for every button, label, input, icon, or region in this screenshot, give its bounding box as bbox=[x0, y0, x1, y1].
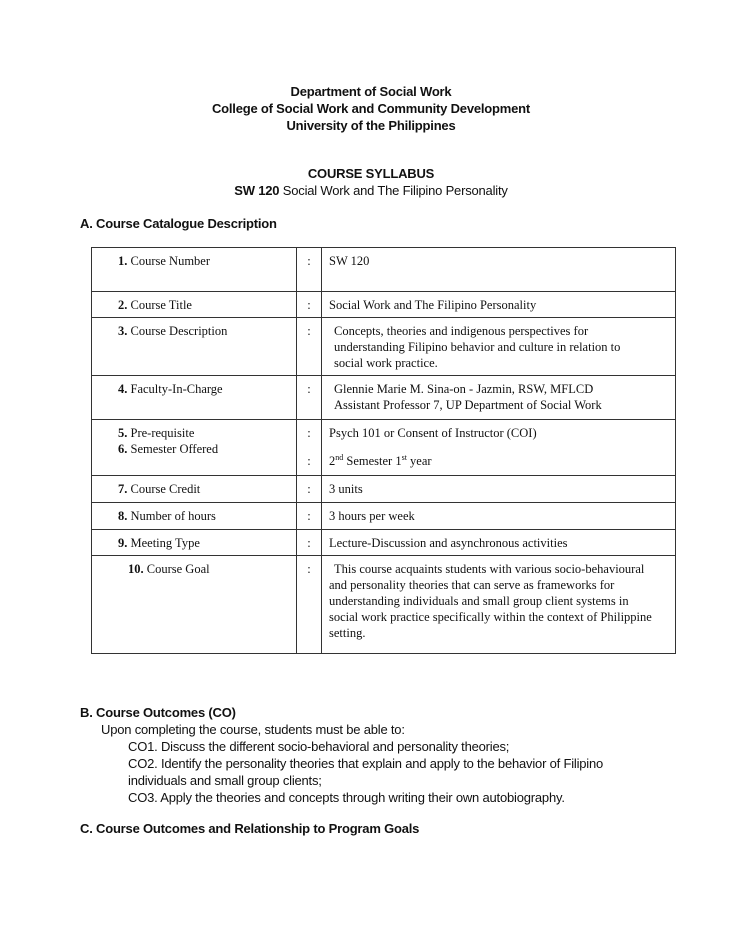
row-colon: : : bbox=[297, 420, 322, 476]
row-colon: : bbox=[297, 556, 322, 654]
row-colon: : bbox=[297, 376, 322, 420]
row-colon: : bbox=[297, 318, 322, 376]
table-row bbox=[92, 556, 676, 654]
table-row bbox=[92, 420, 676, 476]
row-label: 8. Number of hours bbox=[92, 503, 297, 530]
row-colon: : bbox=[297, 503, 322, 530]
semester-value: 2nd Semester 1st year bbox=[329, 452, 432, 468]
table-row bbox=[92, 318, 676, 376]
credit-value: 3 units bbox=[322, 476, 676, 503]
course-description-value: Concepts, theories and indigenous perspectives for understanding Filipino behavior and culture in relation to social work practice. bbox=[322, 318, 676, 376]
goal-value: This course acquaints students with various socio-behavioural and personality theories that can serve as frameworks for understanding individuals and small group client systems in social work practice specifically within the context of Philippine setting. bbox=[322, 556, 676, 654]
row-label: 5. Pre-requisite 6. Semester Offered bbox=[92, 420, 297, 476]
table-row bbox=[92, 376, 676, 420]
course-code: SW 120 bbox=[234, 183, 280, 198]
meeting-value: Lecture-Discussion and asynchronous activities bbox=[322, 530, 676, 556]
row-label: 4. Faculty-In-Charge bbox=[92, 376, 297, 420]
outcome-co3: CO3. Apply the theories and concepts through writing their own autobiography. bbox=[128, 790, 565, 805]
table-row bbox=[92, 476, 676, 503]
syllabus-title: COURSE SYLLABUS bbox=[307, 166, 435, 181]
outcome-co2-cont: individuals and small group clients; bbox=[128, 773, 322, 788]
outcomes-intro: Upon completing the course, students must be able to: bbox=[101, 722, 405, 737]
section-a-heading: A. Course Catalogue Description bbox=[80, 216, 277, 231]
outcome-co1: CO1. Discuss the different socio-behavioral and personality theories; bbox=[128, 739, 510, 754]
row-colon: : bbox=[297, 530, 322, 556]
row-label: 10. Course Goal bbox=[92, 556, 297, 654]
hours-value: 3 hours per week bbox=[322, 503, 676, 530]
row-colon: : bbox=[297, 292, 322, 318]
prerequisite-value: Psych 101 or Consent of Instructor (COI) bbox=[329, 426, 537, 440]
row-label: 1. Course Number bbox=[92, 248, 297, 292]
table-row bbox=[92, 530, 676, 556]
college-name: College of Social Work and Community Development bbox=[211, 101, 531, 116]
table-row bbox=[92, 503, 676, 530]
faculty-value: Glennie Marie M. Sina-on - Jazmin, RSW, MFLCD Assistant Professor 7, UP Department of Social Work bbox=[322, 376, 676, 420]
table-row bbox=[92, 248, 676, 292]
university-name: University of the Philippines bbox=[286, 118, 456, 133]
course-name: Social Work and The Filipino Personality bbox=[282, 183, 508, 198]
row-label: 7. Course Credit bbox=[92, 476, 297, 503]
row-label: 2. Course Title bbox=[92, 292, 297, 318]
row-colon: : bbox=[297, 476, 322, 503]
outcome-co2: CO2. Identify the personality theories that explain and apply to the behavior of Filipino bbox=[128, 756, 604, 771]
prereq-semester-value bbox=[322, 420, 676, 476]
course-title-line bbox=[0, 183, 742, 198]
course-number-value: SW 120 bbox=[322, 248, 676, 292]
row-label: 9. Meeting Type bbox=[92, 530, 297, 556]
department-name: Department of Social Work bbox=[290, 84, 452, 99]
section-b-heading: B. Course Outcomes (CO) bbox=[80, 705, 236, 720]
course-title-value: Social Work and The Filipino Personality bbox=[322, 292, 676, 318]
table-row bbox=[92, 292, 676, 318]
section-c-heading: C. Course Outcomes and Relationship to Program Goals bbox=[80, 821, 420, 836]
row-label: 3. Course Description bbox=[92, 318, 297, 376]
row-colon: : bbox=[297, 248, 322, 292]
catalogue-table bbox=[91, 247, 676, 654]
